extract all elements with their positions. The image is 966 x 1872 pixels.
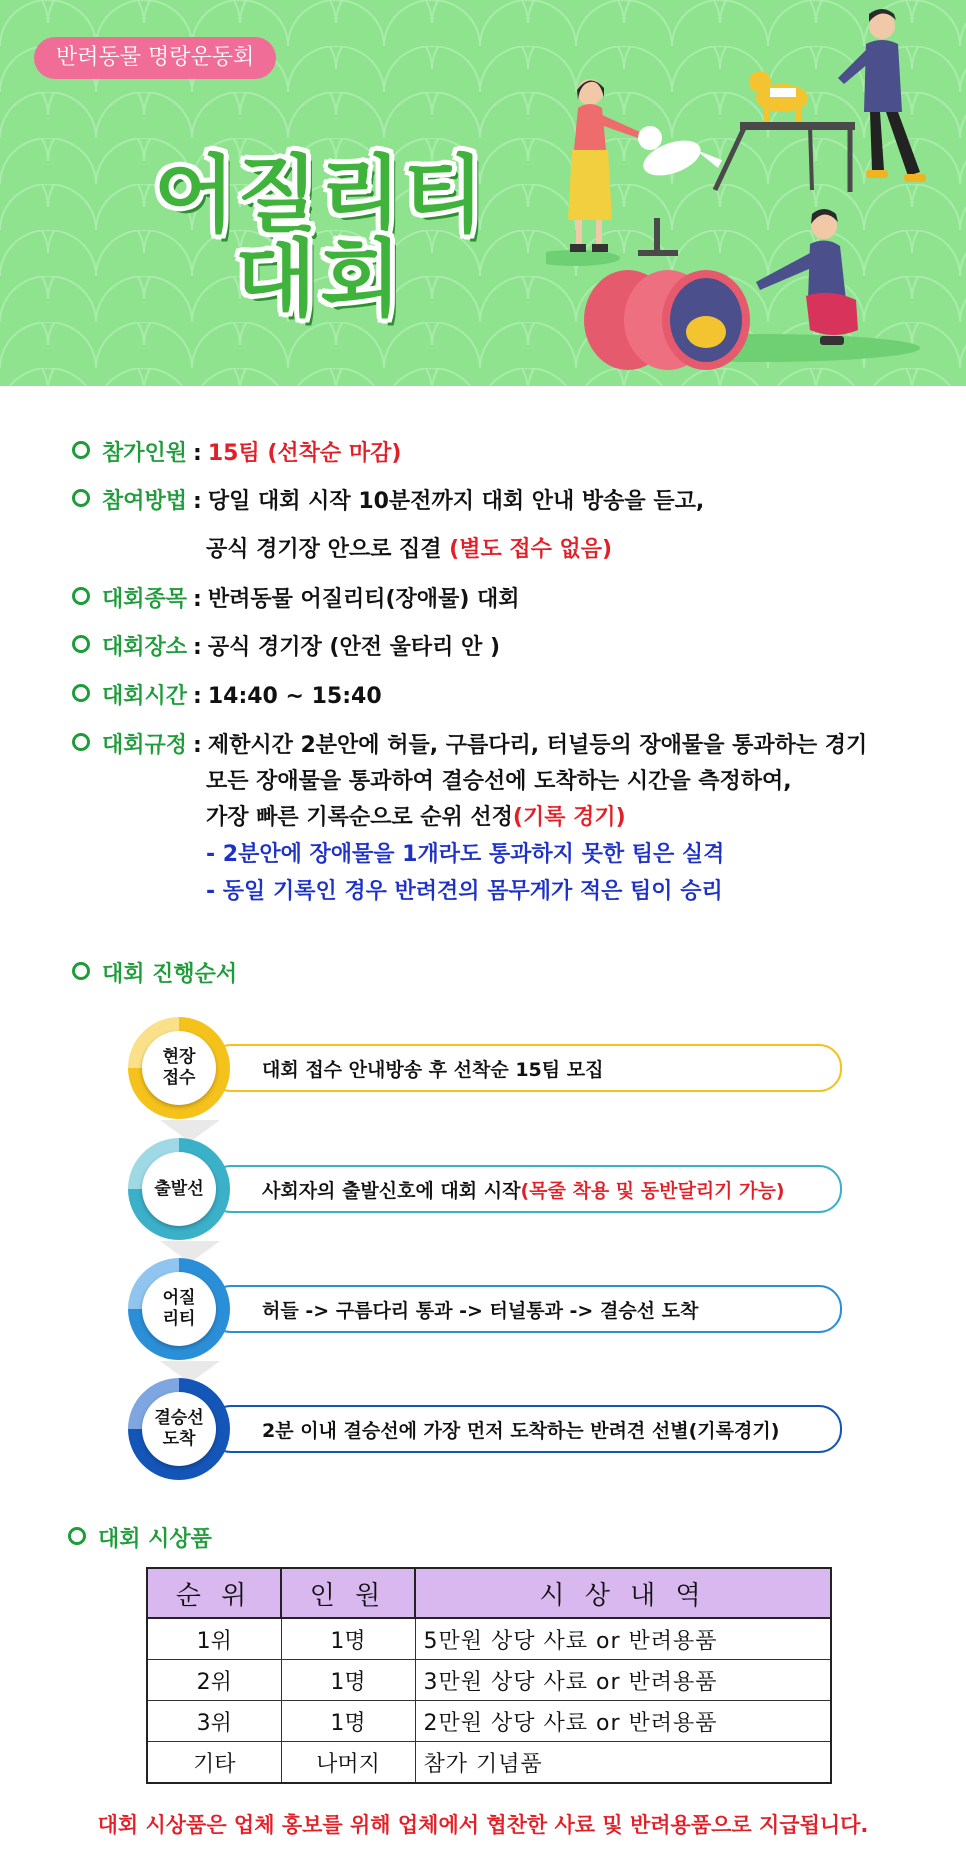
event-badge: 반려동물 명랑운동회 bbox=[34, 37, 276, 79]
table-header-row bbox=[147, 1568, 831, 1618]
step-finish bbox=[128, 1378, 844, 1480]
info-key: 대회종목 bbox=[102, 587, 188, 612]
circle-bullet-icon bbox=[72, 441, 90, 459]
step-label: 현장 접수 bbox=[142, 1031, 216, 1105]
step-text bbox=[262, 1176, 785, 1203]
info-row-rules-cont3 bbox=[206, 837, 724, 868]
circle-bullet-icon bbox=[72, 733, 90, 751]
info-key: 참여방법 bbox=[102, 489, 188, 514]
footer-notice: 대회 시상품은 업체 홍보를 위해 업체에서 협찬한 사료 및 반려용품으로 지급됩니다. bbox=[97, 1813, 869, 1837]
info-value: 가장 빠른 기록순으로 순위 선정 bbox=[206, 805, 513, 830]
info-key: 대회장소 bbox=[102, 635, 188, 660]
step-text-part: 대회 접수 안내방송 후 선착순 15팀 모집 bbox=[262, 1059, 604, 1081]
step-label: 어질 리티 bbox=[142, 1272, 216, 1346]
step-label: 결승선 도착 bbox=[142, 1392, 216, 1466]
info-value: 15팀 (선착순 마감) bbox=[207, 441, 402, 466]
progress-heading-text: 대회 진행순서 bbox=[102, 962, 238, 987]
info-rule-note: - 2분안에 장애물을 1개라도 통과하지 못한 팀은 실격 bbox=[206, 842, 725, 867]
info-value: 반려동물 어질리티(장애물) 대회 bbox=[207, 587, 520, 612]
circle-bullet-icon bbox=[68, 1527, 86, 1545]
agility-illustration bbox=[546, 0, 966, 386]
hero-title-line1: 어질리티 bbox=[153, 146, 487, 244]
table-row bbox=[147, 1618, 831, 1660]
info-row-rules-cont4 bbox=[206, 874, 723, 905]
table-row bbox=[147, 1701, 831, 1742]
white-dog-icon bbox=[638, 126, 722, 182]
info-value: 공식 경기장 (안전 울타리 안 ) bbox=[207, 635, 501, 660]
step-text-note: (목줄 착용 및 동반달리기 가능) bbox=[520, 1180, 785, 1202]
cell-count: 1명 bbox=[281, 1701, 415, 1742]
table-row bbox=[147, 1660, 831, 1701]
yellow-dog-icon bbox=[749, 71, 808, 122]
col-count: 인 원 bbox=[281, 1568, 415, 1618]
table-row bbox=[147, 1742, 831, 1784]
ramp-obstacle-icon bbox=[715, 122, 855, 192]
cell-rank: 2위 bbox=[147, 1660, 281, 1701]
progress-heading bbox=[72, 957, 237, 988]
cell-prize: 참가 기념품 bbox=[415, 1742, 831, 1784]
hero-title-line2: 대회 bbox=[234, 230, 406, 328]
info-value: 당일 대회 시작 10분전까지 대회 안내 방송을 듣고, bbox=[207, 489, 705, 514]
info-row-method-cont bbox=[206, 532, 612, 563]
step-circle bbox=[128, 1378, 230, 1480]
step-start-line bbox=[128, 1138, 844, 1240]
step-agility bbox=[128, 1258, 844, 1360]
cell-rank: 1위 bbox=[147, 1618, 281, 1660]
cell-count: 1명 bbox=[281, 1660, 415, 1701]
crouching-woman-icon bbox=[756, 209, 858, 345]
circle-bullet-icon bbox=[72, 489, 90, 507]
info-key: 대회시간 bbox=[102, 684, 188, 709]
hero-banner bbox=[0, 0, 966, 386]
info-value: 모든 장애물을 통과하여 결승선에 도착하는 시간을 측정하여, bbox=[206, 769, 792, 794]
prizes-heading bbox=[68, 1522, 212, 1553]
info-value: 14:40 ~ 15:40 bbox=[207, 684, 382, 709]
cell-prize: 2만원 상당 사료 or 반려용품 bbox=[415, 1701, 831, 1742]
step-text bbox=[262, 1055, 603, 1082]
info-note: (별도 접수 없음) bbox=[449, 537, 613, 562]
step-text-part: 허들 -> 구름다리 통과 -> 터널통과 -> 결승선 도착 bbox=[262, 1300, 699, 1322]
cell-count: 1명 bbox=[281, 1618, 415, 1660]
info-row-rules: 대회규정 : 제한시간 2분안에 허들, 구름다리, 터널등의 장애물을 통과하는 경기 bbox=[72, 728, 867, 759]
step-text bbox=[262, 1296, 698, 1323]
info-row-time: 대회시간 : 14:40 ~ 15:40 bbox=[72, 679, 382, 710]
info-row-venue: 대회장소 : 공식 경기장 (안전 울타리 안 ) bbox=[72, 630, 500, 661]
info-key: 대회규정 bbox=[102, 733, 188, 758]
info-row-event: 대회종목 : 반려동물 어질리티(장애물) 대회 bbox=[72, 582, 520, 613]
step-text-part: 2분 이내 결승선에 가장 먼저 도착하는 반려견 선별(기록경기) bbox=[262, 1420, 780, 1442]
info-rule-note: - 동일 기록인 경우 반려견의 몸무게가 적은 팀이 승리 bbox=[206, 879, 723, 904]
info-value: 공식 경기장 안으로 집결 bbox=[206, 537, 450, 562]
circle-bullet-icon bbox=[72, 635, 90, 653]
step-text bbox=[262, 1416, 779, 1443]
tunnel-obstacle-icon bbox=[584, 270, 750, 370]
info-row-method: 참여방법 : 당일 대회 시작 10분전까지 대회 안내 방송을 듣고, bbox=[72, 484, 704, 515]
col-rank: 순 위 bbox=[147, 1568, 281, 1618]
step-circle bbox=[128, 1138, 230, 1240]
woman-trainer-icon bbox=[568, 79, 640, 252]
step-label: 출발선 bbox=[142, 1152, 216, 1226]
info-row-participants: 참가인원 : 15팀 (선착순 마감) bbox=[72, 436, 401, 467]
cell-prize: 3만원 상당 사료 or 반려용품 bbox=[415, 1660, 831, 1701]
info-note: (기록 경기) bbox=[512, 805, 626, 830]
prizes-heading-text: 대회 시상품 bbox=[98, 1527, 212, 1552]
cell-rank: 3위 bbox=[147, 1701, 281, 1742]
circle-bullet-icon bbox=[72, 587, 90, 605]
info-value: 제한시간 2분안에 허들, 구름다리, 터널등의 장애물을 통과하는 경기 bbox=[207, 733, 868, 758]
info-row-rules-cont2 bbox=[206, 800, 626, 831]
circle-bullet-icon bbox=[72, 962, 90, 980]
info-key: 참가인원 bbox=[102, 441, 188, 466]
circle-bullet-icon bbox=[72, 684, 90, 702]
prize-table bbox=[146, 1567, 832, 1784]
step-registration bbox=[128, 1017, 844, 1119]
step-circle bbox=[128, 1258, 230, 1360]
cell-prize: 5만원 상당 사료 or 반려용품 bbox=[415, 1618, 831, 1660]
cell-count: 나머지 bbox=[281, 1742, 415, 1784]
col-prize: 시 상 내 역 bbox=[415, 1568, 831, 1618]
cell-rank: 기타 bbox=[147, 1742, 281, 1784]
step-text-part: 사회자의 출발신호에 대회 시작 bbox=[262, 1180, 521, 1202]
step-circle bbox=[128, 1017, 230, 1119]
info-row-rules-cont1 bbox=[206, 764, 792, 795]
